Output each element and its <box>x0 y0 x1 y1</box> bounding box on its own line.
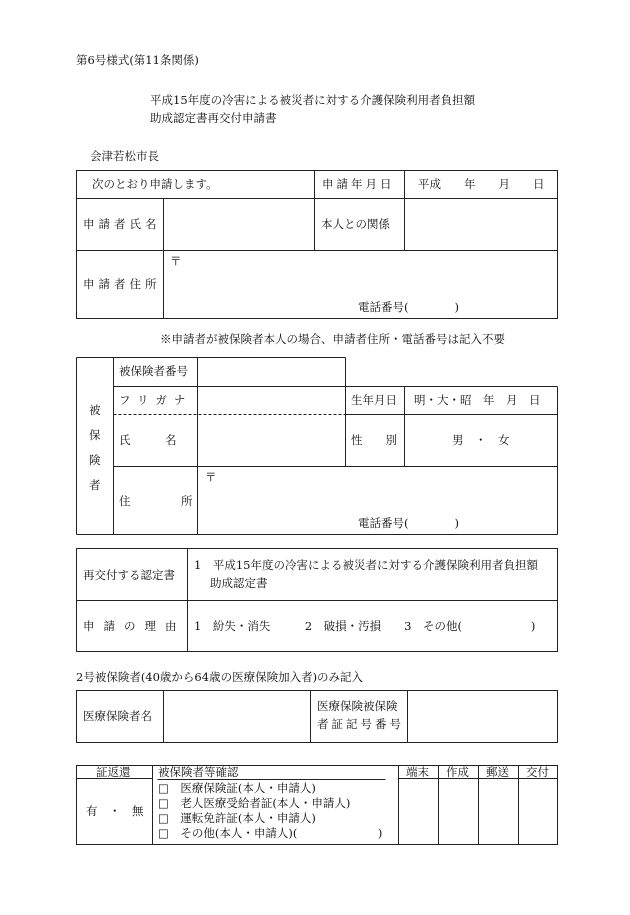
reason-label: 申請の理由 <box>83 619 186 633</box>
type2-heading: 2号被保険者(40歳から64歳の医療保険加入者)のみ記入 <box>76 670 364 684</box>
symbol-number-label-2: 者証記号番号 <box>317 717 404 731</box>
request-text: 次のとおり申請します。 <box>92 177 218 191</box>
reason-options[interactable]: 1 紛失・消失 2 破損・汚損 3 その他( ) <box>194 619 536 633</box>
insured-name-label: 氏 名 <box>119 433 177 447</box>
insured-name-field[interactable] <box>203 420 341 460</box>
applicant-phone-label[interactable]: 電話番号( ) <box>358 300 459 314</box>
certificate-label: 再交付する認定書 <box>83 568 175 582</box>
applicant-address-label: 申請者住所 <box>83 277 161 291</box>
certificate-line1: 1 平成15年度の冷害による被災者に対する介護保険利用者負担額 <box>194 558 538 572</box>
insured-side-char: 険 <box>89 453 101 467</box>
insured-address-label-2: 所 <box>181 494 193 508</box>
insured-address-label-1: 住 <box>119 494 131 508</box>
relation-label: 本人との関係 <box>321 217 390 231</box>
return-label: 証返還 <box>96 765 131 779</box>
form-title-line2: 助成認定書再交付申請書 <box>150 111 277 125</box>
addressee: 会津若松市長 <box>90 149 159 163</box>
symbol-number-field[interactable] <box>412 696 552 736</box>
col-deliver: 交付 <box>526 765 549 779</box>
insured-side-char: 者 <box>89 478 101 492</box>
form-number: 第6号様式(第11条関係) <box>76 53 199 67</box>
furigana-field[interactable] <box>203 391 341 411</box>
applicant-name-field[interactable] <box>168 205 310 245</box>
gender-value[interactable]: 男 ・ 女 <box>452 433 510 447</box>
date-label: 申請年月日 <box>322 177 395 191</box>
insured-side-char: 保 <box>89 428 101 442</box>
checkbox-item[interactable]: □ 医療保険証(本人・申請人) <box>158 781 316 795</box>
date-value[interactable]: 平成 年 月 日 <box>418 177 545 191</box>
return-value[interactable]: 有 ・ 無 <box>86 804 144 818</box>
form-title-line1: 平成15年度の冷害による被災者に対する介護保険利用者負担額 <box>150 93 476 107</box>
symbol-number-label-1: 医療保険被保険 <box>317 699 398 713</box>
gender-label: 性 別 <box>351 433 397 447</box>
insured-phone-label[interactable]: 電話番号( ) <box>358 516 459 530</box>
insurer-name-label: 医療保険者名 <box>83 709 152 723</box>
insurer-name-field[interactable] <box>168 696 306 736</box>
col-mail: 郵送 <box>486 765 509 779</box>
certificate-line2: 助成認定書 <box>210 576 268 590</box>
relation-field[interactable] <box>410 205 552 245</box>
applicant-name-label: 申請者氏名 <box>83 217 161 231</box>
insured-postal-mark: 〒 <box>205 470 217 484</box>
col-create: 作成 <box>446 765 469 779</box>
checkbox-item[interactable]: □ その他(本人・申請人)( ) <box>158 826 383 840</box>
applicant-note: ※申請者が被保険者本人の場合、申請者住所・電話番号は記入不要 <box>160 332 505 346</box>
insured-number-field[interactable] <box>203 362 341 382</box>
checkbox-item[interactable]: □ 老人医療受給者証(本人・申請人) <box>158 796 351 810</box>
applicant-address-field[interactable] <box>185 256 550 296</box>
insured-side-char: 被 <box>89 403 101 417</box>
insured-address-field[interactable] <box>220 472 550 512</box>
confirm-label: 被保険者等確認 <box>158 765 239 779</box>
applicant-postal-mark: 〒 <box>170 254 182 268</box>
col-terminal: 端末 <box>406 765 429 779</box>
furigana-label: フリガナ <box>119 393 193 407</box>
birthdate-value[interactable]: 明・大・昭 年 月 日 <box>414 393 541 407</box>
checkbox-item[interactable]: □ 運転免許証(本人・申請人) <box>158 811 316 825</box>
insured-number-label: 被保険者番号 <box>119 364 188 378</box>
birthdate-label: 生年月日 <box>351 393 397 407</box>
